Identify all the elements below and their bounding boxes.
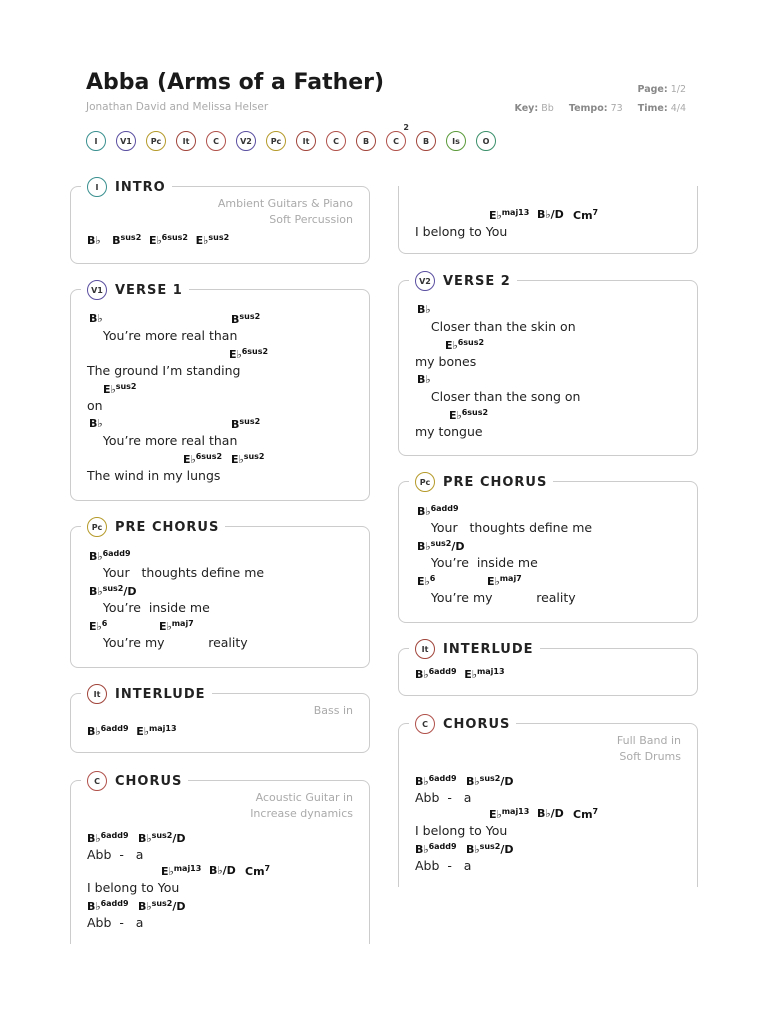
lyric-line: on [87,398,103,413]
lyric-line: You’re more real than [87,433,238,448]
section-badge: V2 [415,271,435,291]
roadmap-pill[interactable]: Is [446,131,466,151]
section-header [81,516,225,538]
page-value: 1/2 [670,84,686,95]
section-header [81,279,189,301]
lyric-line: my tongue [415,424,483,439]
lyric-line: my bones [415,354,477,369]
song-meta [515,103,686,114]
section-note: Soft Percussion [269,213,353,226]
section-name: INTERLUDE [443,641,534,657]
roadmap-pill[interactable]: V2 [236,131,256,151]
section-note: Soft Drums [619,750,681,763]
chord-line: B♭ [417,303,431,316]
section-name: VERSE 1 [115,282,183,298]
lyric-line: Closer than the skin on [415,319,576,334]
roadmap-pill[interactable]: B [416,131,436,151]
roadmap-pill[interactable]: V1 [116,131,136,151]
section-chorus-2 [398,716,698,887]
chord-row: B♭ $B^{sus2}$ E♭$^{6sus2}$ E♭$^{sus2}$ [87,233,230,247]
section-pre-chorus-1 [70,519,370,668]
roadmap-pill[interactable]: C [326,131,346,151]
chord-line: E♭$^{6sus2}$ [449,408,489,422]
section-name: CHORUS [443,716,511,732]
chord-line: E♭$^{6sus2}$ [229,347,269,361]
section-header [409,713,516,735]
section-badge: C [415,714,435,734]
section-header [81,683,212,705]
roadmap-pill[interactable]: O [476,131,496,151]
section-badge: It [87,684,107,704]
lyric-line: I belong to You [415,823,508,838]
chord-row: B♭$^{6add9}$ E♭$^{maj13}$ [87,724,177,738]
roadmap [86,123,506,151]
roadmap-pill[interactable]: Pc [266,131,286,151]
section-verse-1 [70,282,370,501]
chord-line: B♭$^{sus2}$/D [89,584,137,598]
chord-line: E♭$^6$ E♭$^{maj7}$ [89,619,194,633]
lyric-line: You’re inside me [415,555,538,570]
chord-line: B♭$^{6add9}$ [417,504,459,518]
roadmap-pill[interactable]: C [206,131,226,151]
section-header [409,638,540,660]
section-name: PRE CHORUS [115,519,220,535]
section-name: CHORUS [115,773,183,789]
section-note: Bass in [313,704,353,717]
chord-line: E♭$^{maj13}$ B♭/D Cm$^7$ [489,807,599,821]
section-badge: C [87,771,107,791]
roadmap-pill[interactable]: I [86,131,106,151]
page-label: Page: [637,84,668,95]
section-note: Acoustic Guitar in [255,791,353,804]
section-name: VERSE 2 [443,273,511,289]
page-indicator [638,84,687,95]
section-intro [70,179,370,264]
section-interlude-2 [398,641,698,696]
section-header [81,176,172,198]
time-value: 4/4 [670,103,686,114]
lyric-line: Abb - a [87,847,144,862]
tempo-value: 73 [610,103,623,114]
lyric-line: I belong to You [415,224,508,239]
section-verse-2 [398,273,698,456]
section-chorus-continued [398,186,698,254]
chord-line: E♭$^{maj13}$ B♭/D Cm$^7$ [161,864,271,878]
lyric-line: Abb - a [87,915,144,930]
chord-line: E♭$^{6sus2}$ E♭$^{sus2}$ [183,452,265,466]
chord-line: E♭$^6$ E♭$^{maj7}$ [417,574,522,588]
section-header [409,471,553,493]
section-header [409,270,517,292]
key-label: Key: [514,103,539,114]
chord-line: B♭ [417,373,431,386]
lyric-line: I belong to You [87,880,180,895]
roadmap-pill[interactable]: C 2 [386,131,406,151]
chord-line: B♭$^{6add9}$ B♭$^{sus2}$/D [415,774,514,788]
tempo-label: Tempo: [568,103,608,114]
chord-line: B♭$^{6add9}$ B♭$^{sus2}$/D [415,842,514,856]
lyric-line: Your thoughts define me [415,520,593,535]
chord-line: E♭$^{6sus2}$ [445,338,485,352]
section-note: Increase dynamics [250,807,353,820]
section-interlude-1 [70,686,370,753]
lyric-line: Closer than the song on [415,389,581,404]
chord-row: B♭$^{6add9}$ E♭$^{maj13}$ [415,667,505,681]
roadmap-pill[interactable]: B [356,131,376,151]
section-header [81,770,188,792]
roadmap-pill[interactable]: Pc [146,131,166,151]
song-title: Abba (Arms of a Father) [86,70,385,95]
chord-line: B♭ $B^{sus2}$ [89,417,261,431]
section-badge: V1 [87,280,107,300]
chord-line: E♭$^{sus2}$ [103,382,137,396]
section-note: Full Band in [616,734,681,747]
time-label: Time: [637,103,668,114]
lyric-line: Abb - a [415,858,472,873]
lyric-line: You’re inside me [87,600,210,615]
lyric-line: Your thoughts define me [87,565,265,580]
roadmap-pill[interactable]: It [296,131,316,151]
song-artist: Jonathan David and Melissa Helser [86,101,269,113]
section-badge: I [87,177,107,197]
section-badge: It [415,639,435,659]
lyric-line: The wind in my lungs [87,468,221,483]
section-pre-chorus-2 [398,474,698,623]
lyric-line: You’re more real than [87,328,238,343]
section-chorus-1 [70,773,370,944]
section-name: INTRO [115,179,166,195]
section-badge: Pc [415,472,435,492]
section-name: INTERLUDE [115,686,206,702]
lyric-line: Abb - a [415,790,472,805]
section-badge: Pc [87,517,107,537]
key-value: Bb [541,103,554,114]
lyric-line: The ground I’m standing [87,363,241,378]
lyric-line: You’re my reality [87,635,248,650]
lyric-line: You’re my reality [415,590,576,605]
chord-line: B♭ $B^{sus2}$ [89,312,261,326]
chord-line: B♭$^{6add9}$ [89,549,131,563]
chord-line: B♭$^{sus2}$/D [417,539,465,553]
section-name: PRE CHORUS [443,474,548,490]
chord-line: B♭$^{6add9}$ B♭$^{sus2}$/D [87,831,186,845]
section-note: Ambient Guitars & Piano [217,197,353,210]
roadmap-pill[interactable]: It [176,131,196,151]
chord-line: B♭$^{6add9}$ B♭$^{sus2}$/D [87,899,186,913]
chord-line: E♭$^{maj13}$ B♭/D Cm$^7$ [489,208,599,222]
